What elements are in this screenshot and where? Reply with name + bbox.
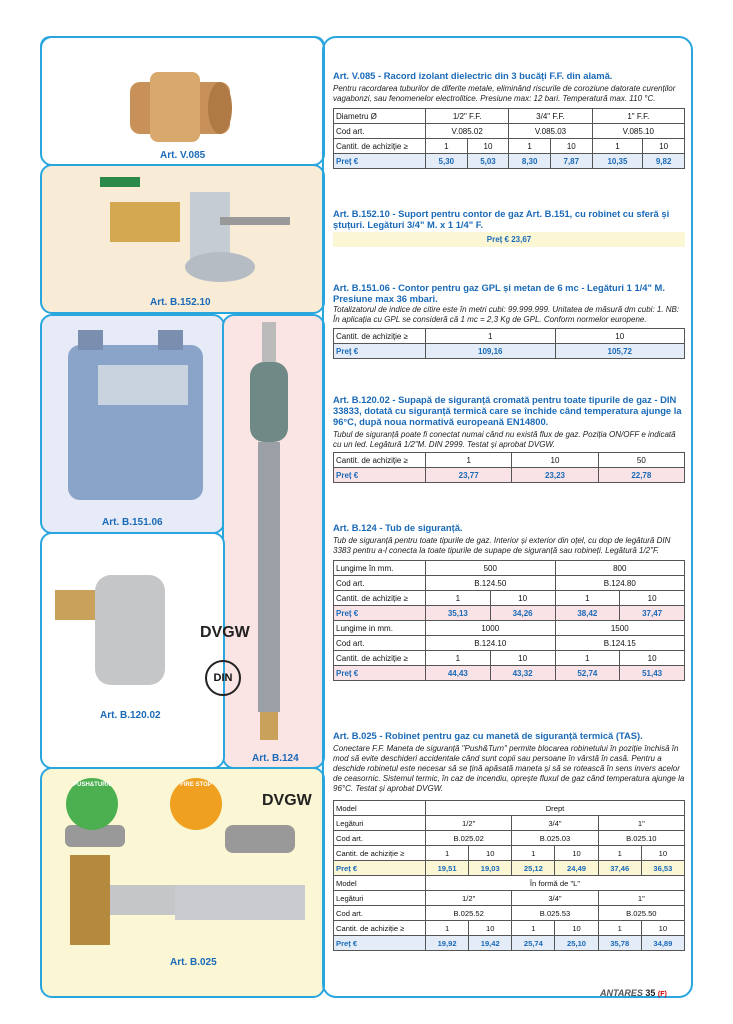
table-cell: Cantit. de achiziție ≥: [334, 329, 426, 344]
section-desc-b025: Conectare F.F. Maneta de siguranță "Push&Turn" permite blocarea robinetului în poziție închisă în mod să evite deschideri accidentale când sunt copii sau persoane în vârstă în casă. Pentru a deschide robinetul este necesar să se țină apăsată maneta și să se rotească în sens invers acelor de ceasornic. Sistemul termic, în caz de incendiu, oprește fluxul de gaz când temperatura ajunge la 96°C. Testat și aprobat DVGW.: [333, 744, 685, 793]
table-cell: 1: [426, 139, 468, 154]
table-row: [334, 861, 685, 876]
table-cell: 1: [592, 139, 643, 154]
table-row: [334, 154, 685, 169]
table-cell: B.124.50: [426, 576, 556, 591]
table-b124: [333, 560, 685, 681]
table-cell: B.025.53: [512, 906, 598, 921]
table-cell: 1: [509, 139, 551, 154]
table-cell: 23,77: [426, 468, 512, 483]
table-cell: 1: [555, 591, 620, 606]
table-cell: În formă de "L": [426, 876, 685, 891]
table-cell: B.124.80: [555, 576, 685, 591]
label-b12002: Art. B.120.02: [100, 710, 161, 721]
table-cell: B.025.50: [598, 906, 684, 921]
table-cell: 9,82: [643, 154, 685, 169]
table-row: [334, 876, 685, 891]
table-cell: Preț €: [334, 154, 426, 169]
table-row: [334, 636, 685, 651]
dvgw-logo: DVGW: [200, 624, 250, 641]
table-cell: 37,46: [598, 861, 641, 876]
section-title-b15210: Art. B.152.10 - Suport pentru contor de gaz Art. B.151, cu robinet cu sferă și ștuțuri. Legături 3/4" M. x 1 1/4" F.: [333, 208, 670, 230]
table-cell: 10: [550, 139, 592, 154]
table-cell: 1: [426, 329, 556, 344]
table-cell: Preț €: [334, 861, 426, 876]
product-image-b15210: [80, 172, 300, 292]
table-row: [334, 621, 685, 636]
dvgw-logo-2: DVGW: [262, 792, 312, 809]
table-cell: 10: [643, 139, 685, 154]
table-cell: 10: [620, 591, 685, 606]
table-cell: 3/4": [512, 891, 598, 906]
section-title-b12002: Art. B.120.02 - Supapă de siguranță cromată pentru toate tipurile de gaz - DIN 33833, dotată cu siguranță termică care se închide când temperatura ajunge la 96°C, după noua normativă europeană EN14800.: [333, 394, 682, 427]
table-cell: 10: [469, 921, 512, 936]
product-image-b15106: [58, 325, 213, 505]
table-cell: 19,51: [426, 861, 469, 876]
table-row: [334, 329, 685, 344]
table-cell: B.025.10: [598, 831, 684, 846]
table-cell: Cantit. de achiziție ≥: [334, 846, 426, 861]
table-cell: 1": [598, 816, 684, 831]
table-cell: 10: [555, 921, 598, 936]
table-row: [334, 576, 685, 591]
table-cell: B.025.02: [426, 831, 512, 846]
table-row: [334, 801, 685, 816]
section-desc-v085: Pentru racordarea tuburilor de diferite metale, eliminând riscurile de coroziune datorate curenților vagabonzi, sau fenomenelor electrolitice. Presiune max: 12 bari. Temperatură max. 110 °C.: [333, 84, 676, 103]
table-cell: B.025.52: [426, 906, 512, 921]
table-row: [334, 921, 685, 936]
table-row: [334, 936, 685, 951]
table-cell: B.124.10: [426, 636, 556, 651]
table-cell: Legături: [334, 816, 426, 831]
table-cell: 10: [555, 846, 598, 861]
table-cell: 25,74: [512, 936, 555, 951]
table-cell: 1": [598, 891, 684, 906]
section-desc-b15106: Totalizatorul de indice de citire este în metri cubi: 99.999.999. Unitatea de măsură dm cubi: 1. NB: În aplicația cu GPL se consideră că 1 mc = 2,3 Kg de GPL. Conform normelor europene.: [333, 305, 680, 324]
table-row: [334, 468, 685, 483]
table-row: [334, 344, 685, 359]
product-image-b025: [55, 825, 315, 955]
table-cell: 10: [512, 453, 598, 468]
product-image-b12002: [50, 570, 190, 690]
table-cell: 10: [555, 329, 685, 344]
table-cell: 5,30: [426, 154, 468, 169]
table-cell: 52,74: [555, 666, 620, 681]
page-footer: [600, 988, 667, 998]
label-b025: Art. B.025: [170, 957, 217, 968]
table-cell: V.085.02: [426, 124, 509, 139]
table-cell: 8,30: [509, 154, 551, 169]
table-cell: 800: [555, 561, 685, 576]
table-cell: Cantit. de achiziție ≥: [334, 651, 426, 666]
label-b15210: Art. B.152.10: [150, 297, 211, 308]
table-cell: Cod art.: [334, 831, 426, 846]
table-cell: Cod art.: [334, 124, 426, 139]
table-cell: 5,03: [467, 154, 509, 169]
table-cell: 34,89: [641, 936, 684, 951]
page-suffix: (F): [657, 991, 667, 998]
table-row: [334, 591, 685, 606]
din-logo: DIN: [205, 660, 241, 696]
table-row: [334, 139, 685, 154]
table-b15106: [333, 328, 685, 359]
table-cell: Preț €: [334, 666, 426, 681]
table-row: [334, 651, 685, 666]
table-row: [334, 606, 685, 621]
table-cell: 10: [620, 651, 685, 666]
table-cell: 1: [555, 651, 620, 666]
table-cell: 23,23: [512, 468, 598, 483]
section-title-b124: Art. B.124 - Tub de siguranță.: [333, 522, 463, 533]
label-b124: Art. B.124: [252, 753, 299, 764]
table-cell: 1/2" F.F.: [426, 109, 509, 124]
table-cell: 105,72: [555, 344, 685, 359]
section-title-b15106: Art. B.151.06 - Contor pentru gaz GPL și metan de 6 mc - Legături 1 1/4" M. Presiune max 36 mbari.: [333, 282, 665, 304]
table-b12002: [333, 452, 685, 483]
table-row: [334, 906, 685, 921]
table-cell: Cod art.: [334, 906, 426, 921]
table-cell: 1: [512, 846, 555, 861]
table-cell: Cod art.: [334, 636, 426, 651]
table-cell: 7,87: [550, 154, 592, 169]
table-cell: 1: [512, 921, 555, 936]
section-desc-b12002: Tubul de siguranță poate fi conectat numai când nu există flux de gaz. Poziția ON/OFF e indicată cu un led. Legătură 1/2"M. DIN 2999. Testat și aprobat DVGW.: [333, 430, 676, 449]
label-v085: Art. V.085: [160, 150, 206, 161]
brand-logo: ANTARES: [600, 988, 643, 998]
table-cell: Preț €: [334, 936, 426, 951]
table-cell: Preț €: [334, 468, 426, 483]
table-cell: 37,47: [620, 606, 685, 621]
table-cell: 19,92: [426, 936, 469, 951]
table-cell: 25,12: [512, 861, 555, 876]
table-cell: 38,42: [555, 606, 620, 621]
table-row: [334, 109, 685, 124]
table-cell: 34,26: [490, 606, 555, 621]
table-row: [334, 891, 685, 906]
price-b15210: Preț € 23,67: [333, 232, 685, 247]
table-cell: 1: [598, 846, 641, 861]
table-cell: Lungime în mm.: [334, 561, 426, 576]
table-row: [334, 124, 685, 139]
table-cell: Diametru Ø: [334, 109, 426, 124]
table-row: [334, 561, 685, 576]
table-cell: 1: [426, 921, 469, 936]
firestop-badge: FIRE STOP: [170, 778, 222, 830]
table-row: [334, 453, 685, 468]
table-cell: 24,49: [555, 861, 598, 876]
table-cell: 109,16: [426, 344, 556, 359]
table-cell: 35,78: [598, 936, 641, 951]
table-cell: V.085.10: [592, 124, 684, 139]
table-cell: Drept: [426, 801, 685, 816]
product-image-b124: [240, 322, 300, 742]
table-row: [334, 816, 685, 831]
table-cell: 50: [598, 453, 684, 468]
table-row: [334, 831, 685, 846]
table-cell: 1: [426, 453, 512, 468]
table-cell: 43,32: [490, 666, 555, 681]
table-cell: 35,13: [426, 606, 491, 621]
table-cell: 500: [426, 561, 556, 576]
table-cell: 10,35: [592, 154, 643, 169]
table-cell: 36,53: [641, 861, 684, 876]
table-cell: 1: [426, 651, 491, 666]
table-cell: 3/4": [512, 816, 598, 831]
table-cell: V.085.03: [509, 124, 592, 139]
table-cell: Preț €: [334, 344, 426, 359]
table-cell: Cantit. de achiziție ≥: [334, 921, 426, 936]
section-title-b025: Art. B.025 - Robinet pentru gaz cu manetă de siguranță termică (TAS).: [333, 730, 643, 741]
table-cell: 25,10: [555, 936, 598, 951]
table-cell: 1: [598, 921, 641, 936]
table-cell: Legături: [334, 891, 426, 906]
table-cell: 19,42: [469, 936, 512, 951]
table-cell: Cantit. de achiziție ≥: [334, 591, 426, 606]
section-title-v085: Art. V.085 - Racord izolant dielectric din 3 bucăți F.F. din alamă.: [333, 70, 613, 81]
table-cell: Model: [334, 801, 426, 816]
label-b15106: Art. B.151.06: [102, 517, 163, 528]
pushturn-badge: PUSH&TURN: [66, 778, 118, 830]
table-cell: Cantit. de achiziție ≥: [334, 453, 426, 468]
table-cell: 10: [490, 591, 555, 606]
table-b025: [333, 800, 685, 951]
table-row: [334, 846, 685, 861]
table-cell: B.124.15: [555, 636, 685, 651]
table-v085: [333, 108, 685, 169]
table-cell: B.025.03: [512, 831, 598, 846]
page-number: 35: [645, 988, 656, 998]
table-cell: 10: [641, 921, 684, 936]
table-cell: 44,43: [426, 666, 491, 681]
table-cell: 10: [469, 846, 512, 861]
table-cell: Preț €: [334, 606, 426, 621]
table-cell: Cantit. de achiziție ≥: [334, 139, 426, 154]
table-cell: 51,43: [620, 666, 685, 681]
table-cell: 1/2": [426, 891, 512, 906]
table-cell: Cod art.: [334, 576, 426, 591]
table-cell: 1: [426, 591, 491, 606]
table-cell: 10: [490, 651, 555, 666]
table-cell: Lungime in mm.: [334, 621, 426, 636]
table-row: [334, 666, 685, 681]
table-cell: 1/2": [426, 816, 512, 831]
table-cell: 22,78: [598, 468, 684, 483]
table-cell: 10: [641, 846, 684, 861]
table-cell: 1000: [426, 621, 556, 636]
table-cell: 10: [467, 139, 509, 154]
table-cell: 1" F.F.: [592, 109, 684, 124]
table-cell: 1500: [555, 621, 685, 636]
table-cell: Model: [334, 876, 426, 891]
table-cell: 1: [426, 846, 469, 861]
product-image-v085: [120, 62, 240, 152]
table-cell: 3/4" F.F.: [509, 109, 592, 124]
section-desc-b124: Tub de siguranță pentru toate tipurile de gaz. Interior și exterior din oțel, cu dop de legătură DIN 3383 pentru a-l conecta la toate tipurile de supape de siguranță sau robineți. Legătură 1/2"F.: [333, 536, 671, 555]
table-cell: 19,03: [469, 861, 512, 876]
